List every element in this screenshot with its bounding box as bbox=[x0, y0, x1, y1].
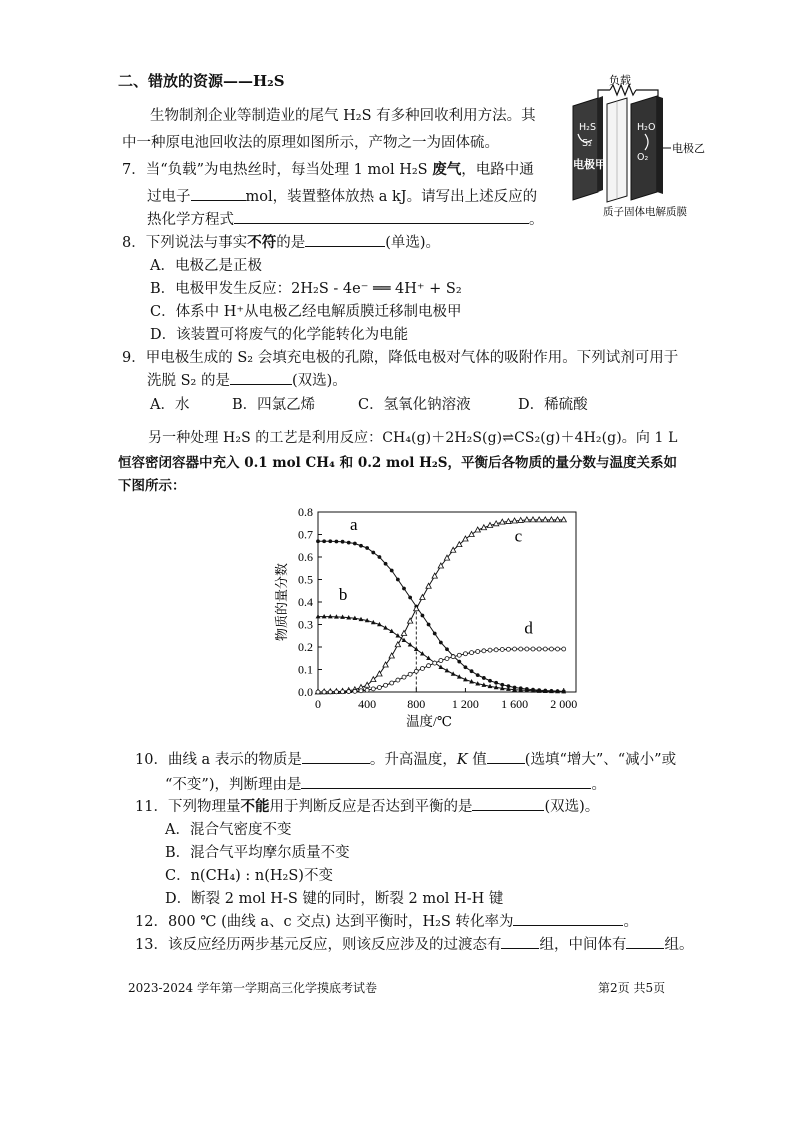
marker-a bbox=[335, 540, 339, 544]
q8-option-d[interactable]: D．该装置可将废气的化学能转化为电能 bbox=[150, 327, 409, 343]
x-tick-label: 1 200 bbox=[451, 697, 479, 711]
q11-number: 11． bbox=[135, 799, 168, 815]
marker-d bbox=[353, 689, 357, 693]
series-label-b: b bbox=[338, 584, 348, 604]
q12-text-b: 。 bbox=[623, 914, 638, 930]
equilibrium-chart bbox=[270, 500, 590, 740]
marker-d bbox=[543, 647, 547, 651]
section-title: 二、错放的资源——H₂S bbox=[118, 72, 285, 90]
q12 bbox=[135, 910, 638, 931]
marker-a bbox=[353, 542, 357, 546]
q13-blank-intermediate[interactable] bbox=[626, 934, 664, 949]
q13-text-c: 组。 bbox=[664, 937, 694, 953]
q9-blank[interactable] bbox=[230, 370, 292, 385]
q7-blank-electrons[interactable] bbox=[191, 186, 246, 201]
q13 bbox=[135, 933, 693, 954]
process-line-1: 另一种处理 H₂S 的工艺是利用反应：CH₄(g)＋2H₂S(g)⇌CS₂(g)＋4H₂(g)。向 1 L bbox=[148, 430, 678, 446]
marker-d bbox=[500, 647, 504, 651]
marker-d bbox=[513, 647, 517, 651]
q13-number: 13． bbox=[135, 937, 168, 953]
marker-d bbox=[402, 675, 406, 679]
q7-blank-equation[interactable] bbox=[234, 209, 529, 224]
process-line-2: 恒容密闭容器中充入 0.1 mol CH₄ 和 0.2 mol H₂S，平衡后各物质的量分数与温度关系如 bbox=[118, 455, 678, 471]
q11-option-d[interactable]: D．断裂 2 mol H-S 键的同时，断裂 2 mol H-H 键 bbox=[165, 891, 504, 907]
q9-line2-a: 洗脱 S₂ 的是 bbox=[147, 373, 230, 389]
marker-a bbox=[365, 546, 369, 550]
q8-option-c[interactable]: C．体系中 H⁺从电极乙经电解质膜迁移制电极甲 bbox=[150, 304, 462, 320]
marker-d bbox=[537, 647, 541, 651]
marker-d bbox=[463, 652, 467, 656]
marker-d bbox=[384, 683, 388, 687]
s2-gas-label: S₂ bbox=[582, 138, 592, 149]
marker-a bbox=[384, 562, 388, 566]
h2o-gas-label: H₂O bbox=[637, 122, 656, 133]
marker-d bbox=[476, 650, 480, 654]
q8-option-a[interactable]: A．电极乙是正极 bbox=[150, 258, 262, 274]
q7-line3 bbox=[147, 208, 544, 229]
q10-line1 bbox=[135, 748, 676, 769]
marker-c bbox=[395, 642, 400, 647]
q9-line2-b: (双选)。 bbox=[291, 373, 347, 389]
fuel-cell-diagram bbox=[565, 70, 730, 220]
q11-option-a[interactable]: A．混合气密度不变 bbox=[165, 822, 292, 838]
q12-number: 12． bbox=[135, 914, 168, 930]
q7-number: 7． bbox=[122, 162, 146, 178]
marker-d bbox=[408, 672, 412, 676]
electrode-b-label: 电极乙 bbox=[672, 142, 705, 155]
marker-d bbox=[414, 669, 418, 673]
marker-d bbox=[322, 690, 326, 694]
q11-option-c[interactable]: C．n(CH₄) : n(H₂S)不变 bbox=[165, 868, 333, 884]
marker-a bbox=[464, 665, 468, 669]
q8-number: 8． bbox=[122, 235, 146, 251]
electrode-a-block bbox=[573, 98, 598, 200]
marker-b bbox=[395, 633, 400, 637]
q11-blank[interactable] bbox=[472, 796, 544, 811]
marker-a bbox=[390, 569, 394, 573]
q7-line2 bbox=[147, 185, 537, 206]
marker-c bbox=[389, 653, 394, 658]
marker-c bbox=[469, 532, 474, 537]
q10-line1-d: (选填“增大”、“减小”或 bbox=[524, 752, 677, 768]
q7-line2-b: mol，装置整体放热 a kJ。请写出上述反应的 bbox=[245, 189, 538, 205]
marker-d bbox=[359, 689, 363, 693]
load-label: 负载 bbox=[609, 74, 631, 87]
marker-d bbox=[506, 647, 510, 651]
marker-d bbox=[451, 655, 455, 659]
q11 bbox=[135, 795, 599, 816]
marker-a bbox=[421, 614, 425, 618]
marker-d bbox=[470, 651, 474, 655]
q11-stem-b: 用于判断反应是否达到平衡的是 bbox=[269, 799, 473, 815]
q11-option-b[interactable]: B．混合气平均摩尔质量不变 bbox=[165, 845, 350, 861]
marker-d bbox=[427, 664, 431, 668]
marker-a bbox=[470, 669, 474, 673]
q7-line1-b: ，电路中通 bbox=[461, 162, 534, 178]
marker-b bbox=[426, 656, 431, 660]
marker-c bbox=[420, 595, 425, 600]
x-tick-label: 1 600 bbox=[501, 697, 529, 711]
marker-d bbox=[562, 647, 566, 651]
marker-a bbox=[322, 539, 326, 543]
o2-gas-label: O₂ bbox=[637, 152, 649, 163]
q9-option-d[interactable]: D．稀硫酸 bbox=[518, 397, 588, 413]
q9-line2 bbox=[147, 369, 347, 390]
electrode-b-block bbox=[631, 96, 657, 200]
marker-d bbox=[488, 648, 492, 652]
q7-line1-a: 当“负载”为电热丝时，每当处理 1 mol H₂S bbox=[145, 162, 433, 178]
marker-d bbox=[494, 648, 498, 652]
q8-stem-a: 下列说法与事实 bbox=[145, 235, 248, 251]
marker-a bbox=[433, 632, 437, 636]
q12-text-a: 800 ℃ (曲线 a、c 交点) 达到平衡时，H₂S 转化率为 bbox=[167, 914, 514, 930]
chart-series bbox=[315, 517, 566, 694]
marker-d bbox=[365, 688, 369, 692]
marker-d bbox=[445, 657, 449, 661]
marker-a bbox=[445, 647, 449, 651]
marker-a bbox=[341, 540, 345, 544]
q13-text-a: 该反应经历两步基元反应，则该反应涉及的过渡态有 bbox=[167, 937, 502, 953]
series-label-a: a bbox=[349, 515, 358, 534]
y-tick-label: 0.6 bbox=[298, 550, 313, 564]
footer-title: 2023-2024 学年第一学期高三化学摸底考试卷 bbox=[128, 981, 377, 995]
marker-a bbox=[378, 555, 382, 559]
marker-a bbox=[408, 596, 412, 600]
series-line-d bbox=[318, 649, 564, 692]
marker-b bbox=[420, 651, 425, 655]
q11-stem-bold: 不能 bbox=[240, 798, 270, 815]
marker-b bbox=[414, 647, 419, 651]
marker-a bbox=[482, 676, 486, 680]
q9-number: 9． bbox=[122, 350, 146, 366]
q11-stem-c: (双选)。 bbox=[544, 799, 600, 815]
y-tick-label: 0.3 bbox=[298, 617, 313, 632]
q10-line1-b: 。升高温度， bbox=[369, 752, 457, 768]
q13-blank-ts[interactable] bbox=[501, 934, 539, 949]
y-tick-label: 0.8 bbox=[298, 505, 313, 519]
y-tick-label: 0.4 bbox=[298, 595, 313, 609]
intro-line-1: 生物制剂企业等制造业的尾气 H₂S 有多种回收利用方法。其 bbox=[150, 108, 536, 124]
x-tick-label: 400 bbox=[358, 697, 377, 711]
q10-blank-k[interactable] bbox=[487, 749, 525, 764]
marker-b bbox=[402, 638, 407, 642]
q10-blank-substance[interactable] bbox=[302, 749, 370, 764]
q8-stem-bold: 不符 bbox=[247, 234, 277, 251]
y-tick-label: 0.5 bbox=[298, 572, 313, 587]
marker-d bbox=[347, 690, 351, 694]
marker-d bbox=[531, 647, 535, 651]
marker-d bbox=[439, 659, 443, 663]
marker-a bbox=[488, 679, 492, 683]
y-tick-label: 0.0 bbox=[298, 685, 313, 699]
marker-a bbox=[476, 673, 480, 677]
marker-a bbox=[457, 660, 461, 664]
marker-d bbox=[433, 661, 437, 665]
marker-d bbox=[316, 690, 320, 694]
marker-a bbox=[402, 587, 406, 591]
q7-line2-a: 过电子 bbox=[147, 189, 191, 205]
x-tick-label: 0 bbox=[315, 697, 321, 711]
marker-d bbox=[549, 647, 553, 651]
x-tick-label: 800 bbox=[407, 697, 426, 711]
q9-line1-text: 甲电极生成的 S₂ 会填充电极的孔隙，降低电极对气体的吸附作用。下列试剂可用于 bbox=[145, 350, 679, 366]
q9-option-a[interactable]: A．水 bbox=[150, 397, 190, 413]
marker-b bbox=[438, 665, 443, 669]
marker-c bbox=[463, 536, 468, 541]
q10-k-symbol: K bbox=[456, 752, 468, 768]
x-axis-label: 温度/℃ bbox=[406, 714, 452, 729]
series-label-c: c bbox=[514, 526, 523, 546]
q8-stem-b: 的是 bbox=[276, 235, 306, 251]
marker-d bbox=[420, 666, 424, 670]
marker-d bbox=[377, 686, 381, 690]
q9-option-c[interactable]: C．氢氧化钠溶液 bbox=[358, 397, 471, 413]
y-tick-label: 0.7 bbox=[298, 527, 313, 542]
marker-d bbox=[371, 687, 375, 691]
marker-a bbox=[494, 681, 498, 685]
marker-a bbox=[359, 544, 363, 548]
electrode-a-label: 电极甲 bbox=[573, 158, 606, 171]
q10-line1-a: 曲线 a 表示的物质是 bbox=[167, 752, 302, 768]
marker-c bbox=[407, 618, 412, 623]
intro-line-2: 中一种原电池回收法的原理如图所示，产物之一为固体硫。 bbox=[122, 135, 499, 151]
marker-d bbox=[525, 647, 529, 651]
q8 bbox=[122, 231, 440, 252]
marker-d bbox=[556, 647, 560, 651]
marker-d bbox=[396, 678, 400, 682]
marker-a bbox=[316, 539, 320, 543]
marker-d bbox=[482, 649, 486, 653]
plot-frame bbox=[318, 512, 576, 692]
marker-d bbox=[519, 647, 523, 651]
q10-line2-b: 。 bbox=[591, 777, 606, 793]
q8-option-b[interactable]: B．电极甲发生反应：2H₂S - 4e⁻ ══ 4H⁺ + S₂ bbox=[150, 281, 462, 297]
marker-b bbox=[408, 642, 413, 646]
marker-d bbox=[390, 681, 394, 685]
marker-d bbox=[328, 690, 332, 694]
y-tick-label: 0.1 bbox=[298, 662, 313, 677]
membrane-caption: 质子固体电解质膜 bbox=[603, 206, 687, 218]
h2s-gas-label: H₂S bbox=[579, 122, 596, 133]
process-line-3: 下图所示： bbox=[118, 478, 186, 494]
q10-line2-a: “不变”)，判断理由是 bbox=[165, 777, 302, 793]
marker-a bbox=[371, 551, 375, 555]
marker-c bbox=[401, 631, 406, 636]
q10-line1-c: 值 bbox=[467, 752, 487, 768]
q9-line1 bbox=[122, 346, 678, 367]
marker-d bbox=[334, 690, 338, 694]
q7-line3-a: 热化学方程式 bbox=[147, 212, 234, 228]
x-tick-label: 2 000 bbox=[550, 697, 578, 711]
q13-text-b: 组，中间体有 bbox=[539, 937, 627, 953]
q7-line3-b: 。 bbox=[529, 212, 544, 228]
marker-a bbox=[328, 539, 332, 543]
q9-option-b[interactable]: B．四氯乙烯 bbox=[232, 397, 316, 413]
q7 bbox=[122, 158, 534, 179]
q10-number: 10． bbox=[135, 752, 168, 768]
q8-blank[interactable] bbox=[305, 232, 385, 247]
marker-a bbox=[439, 641, 443, 645]
y-tick-label: 0.2 bbox=[298, 640, 313, 654]
marker-a bbox=[427, 623, 431, 627]
y-axis-label: 物质的量分数 bbox=[274, 562, 289, 642]
q10-blank-reason[interactable] bbox=[301, 774, 591, 789]
marker-d bbox=[457, 653, 461, 657]
q12-blank[interactable] bbox=[513, 911, 623, 926]
q10-line2 bbox=[165, 773, 606, 794]
q7-line1-bold: 废气 bbox=[432, 161, 462, 178]
q8-stem-c: (单选)。 bbox=[385, 235, 441, 251]
footer-page: 第2页 共5页 bbox=[598, 981, 666, 995]
marker-a bbox=[396, 578, 400, 582]
series-label-d: d bbox=[524, 618, 533, 638]
marker-a bbox=[347, 541, 351, 545]
marker-d bbox=[341, 690, 345, 694]
q11-stem-a: 下列物理量 bbox=[167, 799, 241, 815]
